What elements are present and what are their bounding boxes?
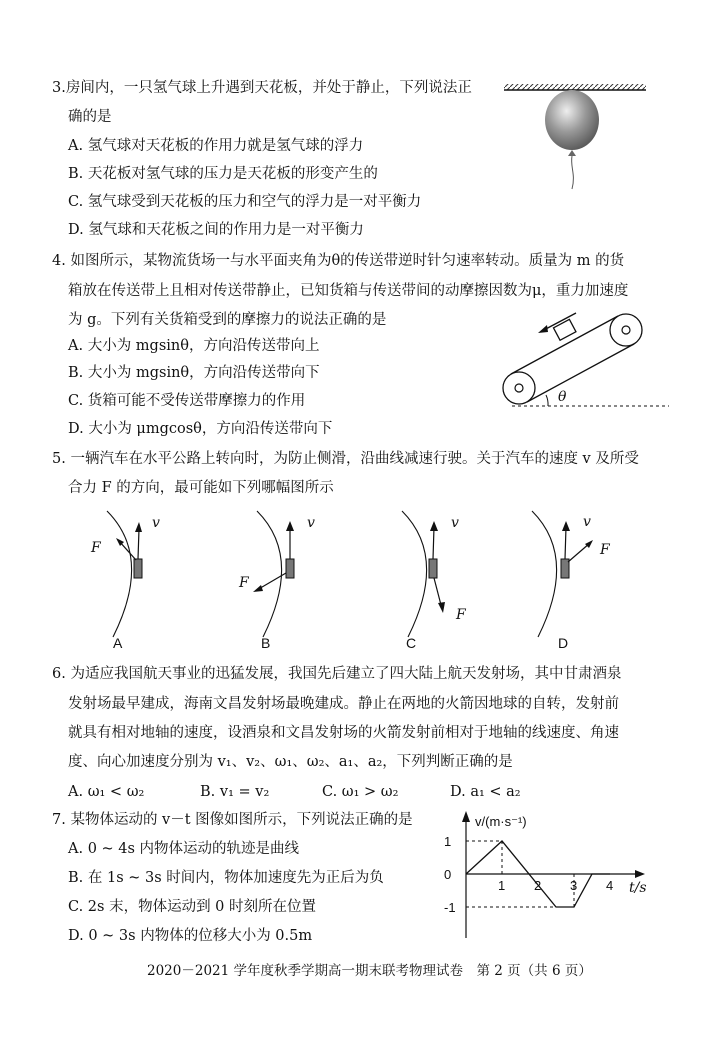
force-arrow xyxy=(434,578,441,605)
car xyxy=(561,559,569,578)
velocity-arrow xyxy=(565,527,566,559)
panel-label: A xyxy=(113,635,123,651)
y-axis-arrow xyxy=(462,811,470,822)
q7-option-c: C. 2s 末，物体运动到 0 时刻所在位置 xyxy=(68,899,317,915)
car xyxy=(134,559,142,578)
panel-label: D xyxy=(558,635,569,651)
q6-stem-line-2: 发射场最早建成，海南文昌发射场最晚建成。静止在两地的火箭因地球的自转，发射前 xyxy=(68,696,619,712)
conveyor-belt-figure xyxy=(494,308,674,412)
q5-panel-b xyxy=(235,507,315,652)
q6-stem-line-4: 度、向心加速度分别为 v₁、v₂、ω₁、ω₂、a₁、a₂，下列判断正确的是 xyxy=(68,754,513,770)
q3-option-a: A. 氢气球对天花板的作用力就是氢气球的浮力 xyxy=(68,138,364,154)
curved-road xyxy=(257,511,282,637)
curved-road xyxy=(402,511,427,637)
q6-stem-line-1: 6. 为适应我国航天事业的迅猛发展，我国先后建立了四大陆上航天发射场，其中甘肃酒泉 xyxy=(52,666,622,682)
q7-stem-line-1: 7. 某物体运动的 v－t 图像如图所示，下列说法正确的是 xyxy=(52,812,413,828)
velocity-label: v xyxy=(451,515,459,531)
q4-option-d: D. 大小为 μmgcosθ，方向沿传送带向下 xyxy=(68,421,333,437)
curved-road xyxy=(532,511,557,637)
q6-option-d: D. a₁ < a₂ xyxy=(450,784,521,800)
q7-option-b: B. 在 1s ~ 3s 时间内，物体加速度先为正后为负 xyxy=(68,870,384,886)
q4-stem-line-3: 为 g。下列有关货箱受到的摩擦力的说法正确的是 xyxy=(68,312,387,328)
x-axis-label: t/s xyxy=(629,880,647,896)
q4-option-a: A. 大小为 mgsinθ，方向沿传送带向上 xyxy=(68,338,320,354)
q4-option-b: B. 大小为 mgsinθ，方向沿传送带向下 xyxy=(68,365,320,381)
x-tick-label: 2 xyxy=(534,878,542,893)
lower-roller xyxy=(503,372,535,404)
page-footer: 2020－2021 学年度秋季学期高一期末联考物理试卷 第 2 页（共 6 页） xyxy=(147,963,592,979)
q5-panel-c xyxy=(390,507,480,652)
vt-graph xyxy=(435,808,675,948)
force-arrow xyxy=(568,543,590,562)
x-tick-label: 4 xyxy=(606,878,614,893)
panel-label: B xyxy=(261,635,271,651)
q5-stem-line-1: 5. 一辆汽车在水平公路上转向时，为防止侧滑，沿曲线减速行驶。关于汽车的速度 v 及所受 xyxy=(52,451,639,467)
q3-option-c: C. 氢气球受到天花板的压力和空气的浮力是一对平衡力 xyxy=(68,194,422,210)
q3-stem-line-2: 确的是 xyxy=(68,109,112,125)
curved-road xyxy=(107,511,132,637)
q5-panel-d xyxy=(530,507,620,652)
q6-option-a: A. ω₁ < ω₂ xyxy=(68,784,145,800)
q7-option-a: A. 0 ~ 4s 内物体运动的轨迹是曲线 xyxy=(68,841,300,857)
velocity-label: v xyxy=(152,515,160,531)
q7-option-d: D. 0 ~ 3s 内物体的位移大小为 0.5m xyxy=(68,928,313,944)
ceiling-hatch xyxy=(504,84,646,90)
force-label: F xyxy=(239,575,249,591)
velocity-label: v xyxy=(307,515,315,531)
panel-label: C xyxy=(406,635,417,651)
y-tick-label: 1 xyxy=(444,834,452,849)
x-axis-arrow xyxy=(635,870,645,878)
y-tick-label: 0 xyxy=(444,867,452,882)
velocity-label: v xyxy=(583,514,591,530)
belt-bottom xyxy=(527,344,634,402)
car xyxy=(286,559,294,578)
force-label: F xyxy=(600,542,610,558)
force-label: F xyxy=(456,607,466,623)
q6-option-c: C. ω₁ > ω₂ xyxy=(322,784,399,800)
balloon xyxy=(545,90,599,150)
q6-option-b: B. v₁ = v₂ xyxy=(200,784,270,800)
balloon-string xyxy=(572,156,574,189)
q4-stem-line-2: 箱放在传送带上且相对传送带静止，已知货箱与传送带间的动摩擦因数为μ，重力加速度 xyxy=(68,283,629,299)
angle-theta-label: θ xyxy=(558,389,567,405)
q3-option-b: B. 天花板对氢气球的压力是天花板的形变产生的 xyxy=(68,166,378,182)
velocity-arrow xyxy=(433,527,434,559)
y-tick-label: -1 xyxy=(444,900,456,915)
y-axis-label: v/(m·s⁻¹) xyxy=(475,814,527,829)
upper-roller xyxy=(610,314,642,346)
q4-option-c: C. 货箱可能不受传送带摩擦力的作用 xyxy=(68,393,306,409)
x-tick-label: 3 xyxy=(570,878,578,893)
balloon-figure xyxy=(500,82,650,192)
q4-stem-line-1: 4. 如图所示，某物流货场一与水平面夹角为θ的传送带逆时针匀速率转动。质量为 m 的货 xyxy=(52,253,625,269)
q6-stem-line-3: 就具有相对地轴的速度，设酒泉和文昌发射场的火箭发射前相对于地轴的线速度、角速 xyxy=(68,725,619,741)
car xyxy=(429,559,437,578)
q3-stem-line-1: 3.房间内，一只氢气球上升遇到天花板，并处于静止，下列说法正 xyxy=(52,80,472,96)
x-tick-label: 1 xyxy=(498,878,506,893)
force-label: F xyxy=(91,540,101,556)
q5-panel-a xyxy=(85,507,165,652)
q5-stem-line-2: 合力 F 的方向，最可能如下列哪幅图所示 xyxy=(68,480,334,496)
q3-option-d: D. 氢气球和天花板之间的作用力是一对平衡力 xyxy=(68,222,364,238)
velocity-arrow xyxy=(138,529,139,559)
